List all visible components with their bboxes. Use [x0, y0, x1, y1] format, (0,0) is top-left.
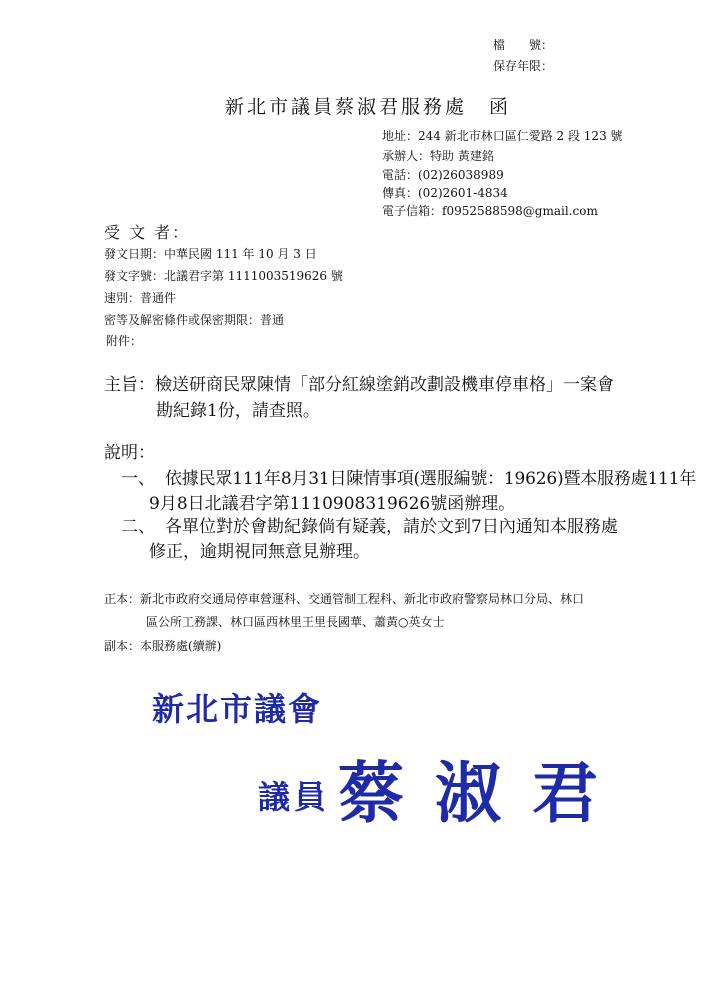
retention-period-label: 保存年限： — [493, 59, 554, 73]
explanation-item-text: 修正，逾期視同無意見辦理。 — [149, 542, 370, 562]
seal-signature-name: 蔡 淑 君 — [338, 754, 602, 832]
explanation-heading: 說明： — [104, 443, 155, 463]
explanation-item-number: 二、 — [121, 517, 155, 537]
explanation-item-text: 依據民眾111年8月31日陳情事項(選服編號：19626)暨本服務處111年 — [165, 469, 697, 489]
copy-recipients: 副本：本服務處(續辦) — [104, 639, 222, 653]
contact-address: 地址：244 新北市林口區仁愛路 2 段 123 號 — [382, 129, 623, 143]
file-number-label: 檔 號： — [493, 38, 554, 52]
contact-email: 電子信箱：f0952588598@gmail.com — [382, 204, 598, 218]
original-recipients-line-1: 正本：新北市政府交通局停車營運科、交通管制工程科、新北市政府警察局林口分局、林口 — [104, 592, 585, 606]
letter-title: 新北市議員蔡淑君服務處 函 — [225, 96, 512, 118]
seal-title: 議員 — [258, 778, 331, 816]
security-level: 密等及解密條件或保密期限：普通 — [104, 313, 285, 327]
explanation-item-text: 9月8日北議君字第1110908319626號函辦理。 — [149, 494, 516, 514]
explanation-item-number: 一、 — [121, 469, 155, 489]
subject-line-2: 勘紀錄1份，請查照。 — [156, 401, 320, 421]
attachment-label: 附件： — [106, 334, 143, 348]
contact-handler: 承辦人：特助 黃建銘 — [382, 149, 494, 163]
contact-fax: 傳真：(02)2601-4834 — [382, 186, 508, 200]
recipient-label: 受 文 者： — [104, 223, 191, 242]
seal-council-name: 新北市議會 — [152, 690, 323, 728]
issue-date: 發文日期：中華民國 111 年 10 月 3 日 — [104, 247, 317, 261]
delivery-speed: 速別：普通件 — [104, 291, 177, 305]
contact-phone: 電話：(02)26038989 — [382, 168, 504, 182]
original-recipients-line-2: 區公所工務課、林口區西林里王里長國華、蕭黃○英女士 — [146, 615, 445, 629]
explanation-item-text: 各單位對於會勘紀錄倘有疑義，請於文到7日內通知本服務處 — [165, 517, 618, 537]
subject-line-1: 主旨：檢送研商民眾陳情「部分紅線塗銷改劃設機車停車格」一案會 — [104, 375, 614, 395]
document-number: 發文字號：北議君字第 1111003519626 號 — [104, 269, 343, 283]
